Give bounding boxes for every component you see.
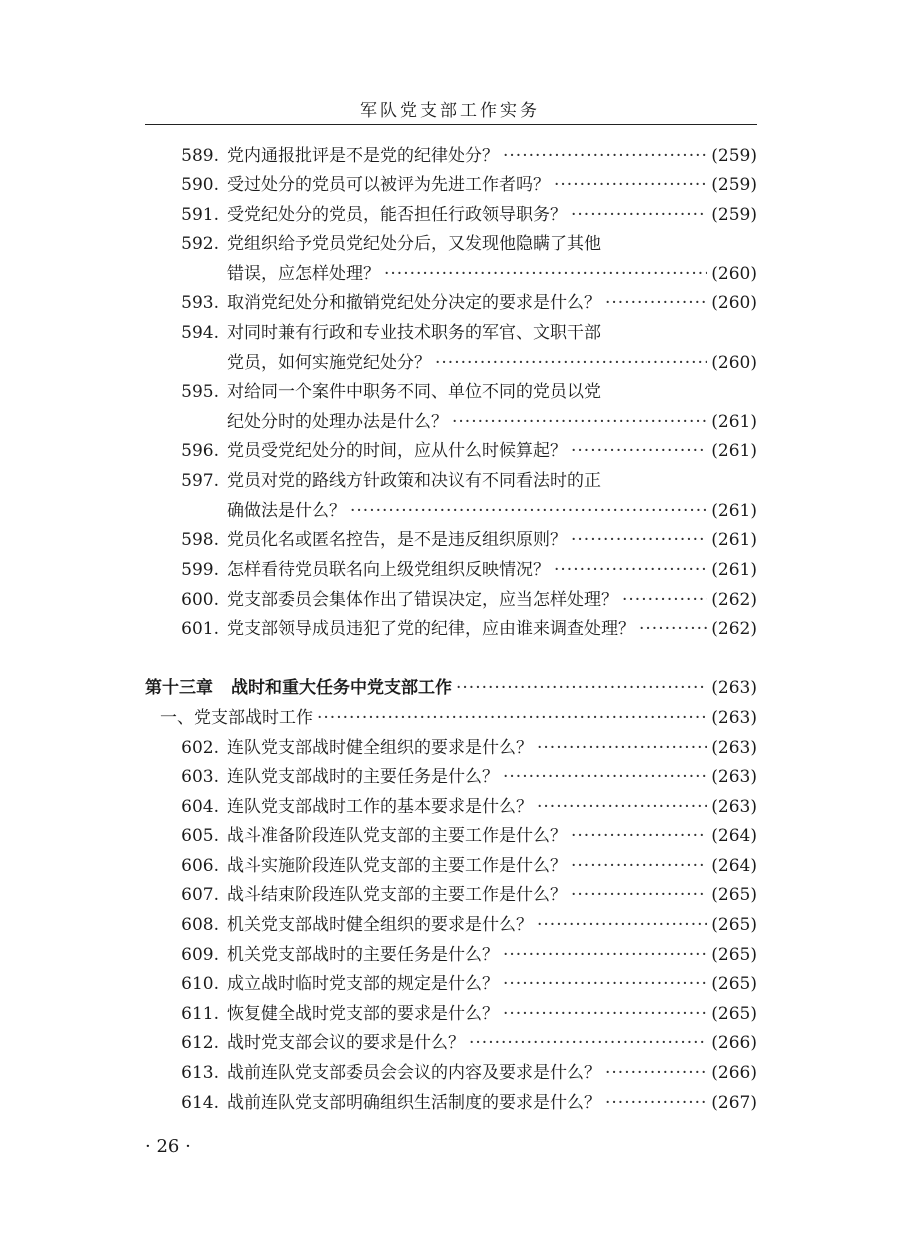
entry-number: 611.: [181, 1004, 219, 1024]
leader-dots: [554, 559, 707, 581]
toc-entry-597-line1: [145, 470, 757, 492]
toc-entry-613: [145, 1062, 757, 1084]
toc-entry-609: [145, 944, 757, 966]
entry-page: (262): [711, 619, 757, 639]
leader-dots: [554, 174, 707, 196]
toc-entry-614: [145, 1092, 757, 1114]
entry-number: 589.: [181, 146, 219, 166]
leader-dots: [537, 737, 707, 759]
entry-number: 613.: [181, 1063, 219, 1083]
entry-number: 612.: [181, 1033, 219, 1053]
entry-title: 党员化名或匿名控告，是不是违反组织原则？: [227, 530, 567, 550]
entry-page: (265): [711, 1004, 757, 1024]
toc-entry-612: [145, 1032, 757, 1054]
entry-page: (265): [711, 945, 757, 965]
toc-entry-594-line1: [145, 322, 757, 344]
entry-number: 608.: [181, 915, 219, 935]
entry-number: 591.: [181, 205, 219, 225]
entry-page: (266): [711, 1033, 757, 1053]
section-heading: [160, 707, 757, 729]
entry-number: 607.: [181, 885, 219, 905]
entry-number: 614.: [181, 1093, 219, 1113]
toc-entry-596: [145, 440, 757, 462]
entry-title: 党支部委员会集体作出了错误决定，应当怎样处理？: [227, 590, 618, 610]
entry-title: 党组织给予党员党纪处分后，又发现他隐瞒了其他: [227, 234, 601, 254]
entry-page: (265): [711, 915, 757, 935]
entry-title: 党员对党的路线方针政策和决议有不同看法时的正: [227, 471, 601, 491]
entry-number: 593.: [181, 293, 219, 313]
toc-entry-607: [145, 884, 757, 906]
entry-page: (261): [711, 441, 757, 461]
running-title: 军队党支部工作实务: [360, 101, 540, 121]
leader-dots: [503, 1003, 707, 1025]
toc-entry-601: [145, 618, 757, 640]
leader-dots: [350, 500, 707, 522]
leader-dots: [571, 884, 707, 906]
toc-entry-597-line2: [145, 500, 757, 522]
entry-number: 609.: [181, 945, 219, 965]
entry-page: (262): [711, 590, 757, 610]
entry-number: 596.: [181, 441, 219, 461]
leader-dots: [456, 677, 707, 699]
leader-dots: [384, 263, 707, 285]
entry-title: 连队党支部战时的主要任务是什么？: [227, 767, 499, 787]
entry-page: (267): [711, 1093, 757, 1113]
leader-dots: [503, 766, 707, 788]
section-page: (263): [711, 708, 757, 728]
entry-page: (261): [711, 412, 757, 432]
entry-title-continued: 纪处分时的处理办法是什么？: [227, 412, 448, 432]
entry-page: (260): [711, 264, 757, 284]
toc-entry-592-line2: [145, 263, 757, 285]
entry-page: (264): [711, 826, 757, 846]
toc-entry-602: [145, 737, 757, 759]
entry-page: (265): [711, 885, 757, 905]
toc-entry-599: [145, 559, 757, 581]
entry-title: 取消党纪处分和撤销党纪处分决定的要求是什么？: [227, 293, 601, 313]
leader-dots: [571, 825, 707, 847]
entry-title: 成立战时临时党支部的规定是什么？: [227, 974, 499, 994]
toc-entry-598: [145, 529, 757, 551]
chapter-heading: [145, 677, 757, 699]
entry-number: 595.: [181, 382, 219, 402]
toc-entry-594-line2: [145, 352, 757, 374]
entry-number: 606.: [181, 856, 219, 876]
leader-dots: [452, 411, 707, 433]
toc-entry-605: [145, 825, 757, 847]
entry-number: 592.: [181, 234, 219, 254]
entry-page: (259): [711, 146, 757, 166]
entry-number: 600.: [181, 590, 219, 610]
entry-title-continued: 错误，应怎样处理？: [227, 264, 380, 284]
entry-title: 战斗准备阶段连队党支部的主要工作是什么？: [227, 826, 567, 846]
chapter-page: (263): [711, 678, 757, 698]
entry-title: 党员受党纪处分的时间，应从什么时候算起？: [227, 441, 567, 461]
entry-title: 党支部领导成员违犯了党的纪律，应由谁来调查处理？: [227, 619, 635, 639]
toc-entry-595-line1: [145, 381, 757, 403]
entry-title: 党内通报批评是不是党的纪律处分？: [227, 146, 499, 166]
entry-title: 对同时兼有行政和专业技术职务的军官、文职干部: [227, 323, 601, 343]
chapter-label: 第十三章: [145, 678, 213, 698]
entry-title-continued: 确做法是什么？: [227, 501, 346, 521]
entry-page: (261): [711, 560, 757, 580]
leader-dots: [571, 204, 707, 226]
entry-title: 对给同一个案件中职务不同、单位不同的党员以党: [227, 382, 601, 402]
entry-number: 598.: [181, 530, 219, 550]
leader-dots: [537, 914, 707, 936]
toc-entry-595-line2: [145, 411, 757, 433]
toc-entry-611: [145, 1003, 757, 1025]
entry-page: (259): [711, 175, 757, 195]
entry-number: 604.: [181, 797, 219, 817]
entry-title-continued: 党员，如何实施党纪处分？: [227, 353, 431, 373]
toc-entry-608: [145, 914, 757, 936]
toc-entry-610: [145, 973, 757, 995]
toc-entry-603: [145, 766, 757, 788]
entry-page: (263): [711, 738, 757, 758]
entry-title: 连队党支部战时健全组织的要求是什么？: [227, 738, 533, 758]
leader-dots: [622, 589, 707, 611]
leader-dots: [317, 707, 707, 729]
entry-number: 599.: [181, 560, 219, 580]
leader-dots: [469, 1032, 707, 1054]
entry-title: 怎样看待党员联名向上级党组织反映情况？: [227, 560, 550, 580]
entry-title: 战前连队党支部明确组织生活制度的要求是什么？: [227, 1093, 601, 1113]
entry-title: 受过处分的党员可以被评为先进工作者吗？: [227, 175, 550, 195]
leader-dots: [503, 944, 707, 966]
leader-dots: [571, 440, 707, 462]
toc-entry-589: [145, 145, 757, 167]
entry-page: (260): [711, 353, 757, 373]
entry-title: 机关党支部战时健全组织的要求是什么？: [227, 915, 533, 935]
entry-page: (264): [711, 856, 757, 876]
leader-dots: [605, 1092, 707, 1114]
entry-title: 连队党支部战时工作的基本要求是什么？: [227, 797, 533, 817]
leader-dots: [605, 1062, 707, 1084]
leader-dots: [503, 145, 707, 167]
entry-number: 610.: [181, 974, 219, 994]
entry-number: 602.: [181, 738, 219, 758]
section-title: 一、党支部战时工作: [160, 708, 313, 728]
entry-page: (260): [711, 293, 757, 313]
entry-title: 受党纪处分的党员，能否担任行政领导职务？: [227, 205, 567, 225]
entry-number: 603.: [181, 767, 219, 787]
toc-entry-591: [145, 204, 757, 226]
leader-dots: [435, 352, 707, 374]
entry-number: 601.: [181, 619, 219, 639]
toc-entry-600: [145, 589, 757, 611]
entry-page: (259): [711, 205, 757, 225]
entry-number: 597.: [181, 471, 219, 491]
page-number: · 26 ·: [145, 1136, 191, 1157]
toc-entry-593: [145, 292, 757, 314]
entry-page: (261): [711, 530, 757, 550]
toc-entry-604: [145, 796, 757, 818]
entry-title: 战时党支部会议的要求是什么？: [227, 1033, 465, 1053]
entry-number: 590.: [181, 175, 219, 195]
leader-dots: [571, 855, 707, 877]
leader-dots: [503, 973, 707, 995]
entry-page: (263): [711, 767, 757, 787]
toc-entry-606: [145, 855, 757, 877]
entry-number: 605.: [181, 826, 219, 846]
entry-number: 594.: [181, 323, 219, 343]
entry-title: 恢复健全战时党支部的要求是什么？: [227, 1004, 499, 1024]
toc-entry-592-line1: [145, 233, 757, 255]
toc-entry-590: [145, 174, 757, 196]
entry-page: (263): [711, 797, 757, 817]
entry-page: (261): [711, 501, 757, 521]
entry-title: 战斗实施阶段连队党支部的主要工作是什么？: [227, 856, 567, 876]
leader-dots: [605, 292, 707, 314]
entry-page: (266): [711, 1063, 757, 1083]
entry-page: (265): [711, 974, 757, 994]
leader-dots: [571, 529, 707, 551]
entry-title: 战前连队党支部委员会会议的内容及要求是什么？: [227, 1063, 601, 1083]
chapter-title: 战时和重大任务中党支部工作: [231, 678, 452, 698]
entry-title: 战斗结束阶段连队党支部的主要工作是什么？: [227, 885, 567, 905]
leader-dots: [537, 796, 707, 818]
entry-title: 机关党支部战时的主要任务是什么？: [227, 945, 499, 965]
leader-dots: [639, 618, 707, 640]
